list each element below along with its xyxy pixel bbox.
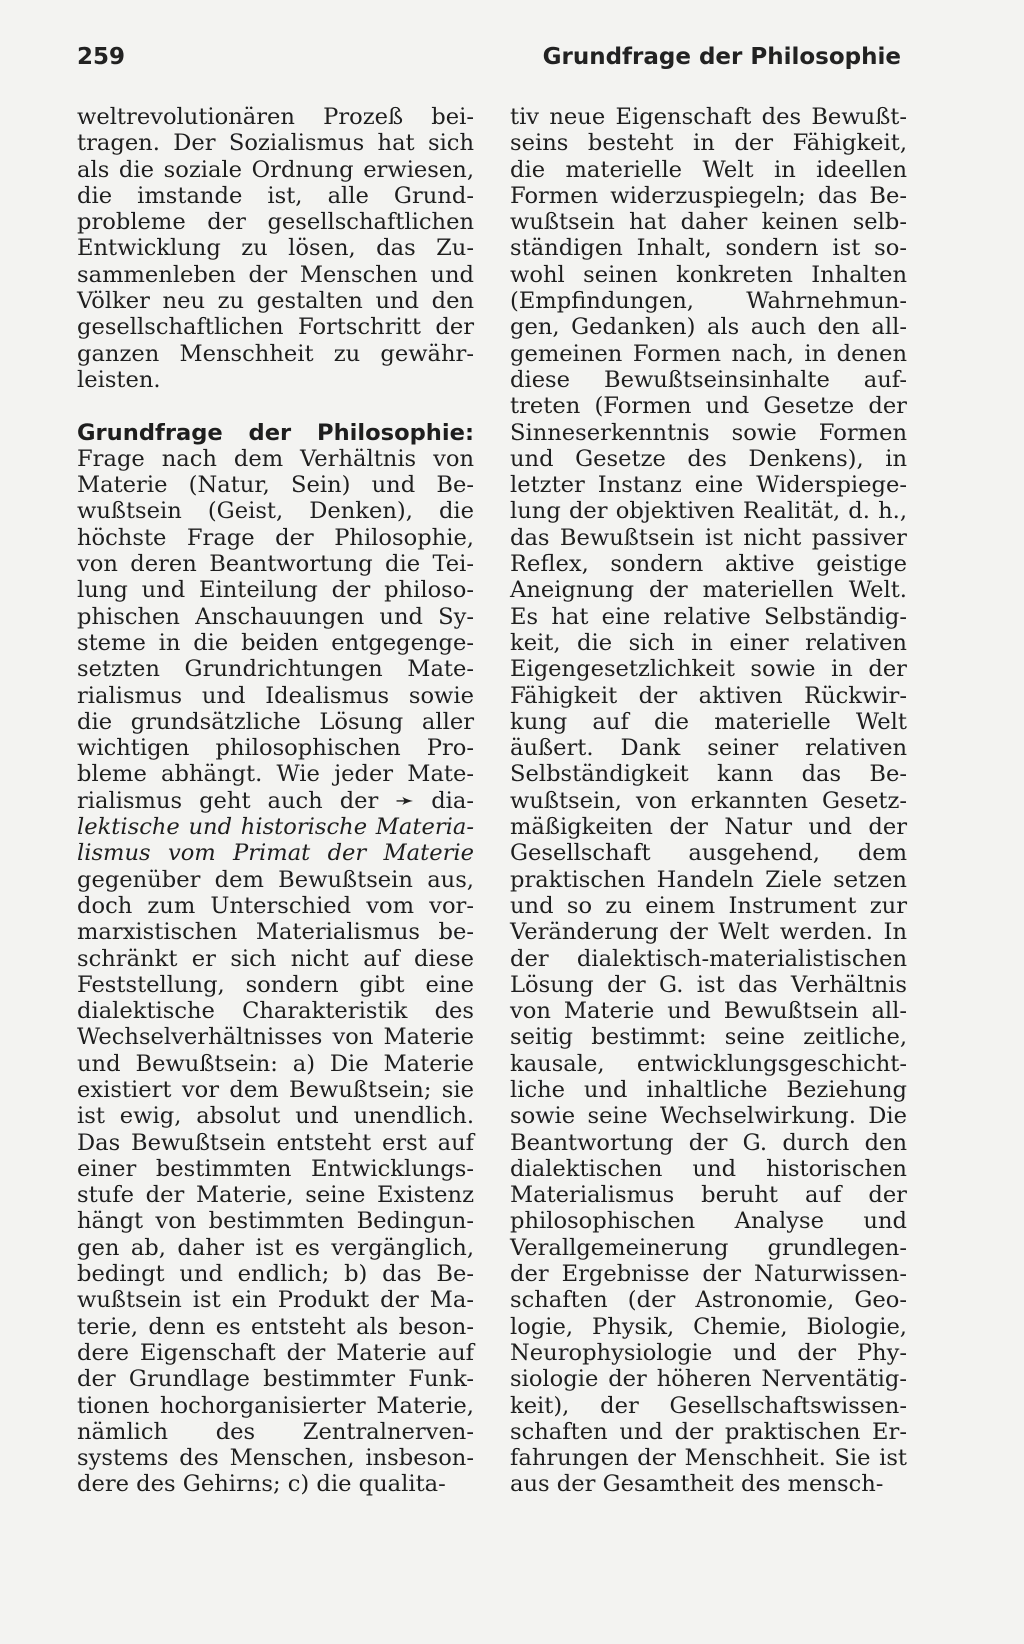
text-line: Veränderung der Welt werden. In	[510, 919, 907, 946]
text-line: dialektische Charakteristik des	[77, 998, 474, 1025]
text-line: phischen Anschauungen und Sy-	[77, 603, 474, 630]
text-line: von Materie und Bewußtsein all-	[510, 998, 907, 1025]
text-line: siologie der höheren Nerventätig-	[510, 1366, 907, 1393]
text-line: Verallgemeinerung grundlegen-	[510, 1234, 907, 1261]
text-line: ständigen Inhalt, sondern ist so-	[510, 235, 907, 262]
text-line: Gesellschaft ausgehend, dem	[510, 840, 907, 867]
text-line: Frage nach dem Verhältnis von	[77, 445, 474, 472]
text-line: Eigengesetzlichkeit sowie in der	[510, 656, 907, 683]
text-line: logie, Physik, Chemie, Biologie,	[510, 1313, 907, 1340]
text-line: steme in die beiden entgegenge-	[77, 629, 474, 656]
text-line: gen ab, daher ist es vergänglich,	[77, 1234, 474, 1261]
text-line: Wechselverhältnisses von Materie	[77, 1024, 474, 1051]
text-line: wichtigen philosophischen Pro-	[77, 735, 474, 762]
text-line: Selbständigkeit kann das Be-	[510, 761, 907, 788]
text-line: Es hat eine relative Selbständig-	[510, 603, 907, 630]
text-line: von deren Beantwortung die Tei-	[77, 551, 474, 578]
page-number: 259	[77, 44, 126, 70]
text-line: doch zum Unterschied vom vor-	[77, 892, 474, 919]
text-line: weltrevolutionären Prozeß bei-	[77, 104, 474, 130]
text-line: und Gesetze des Denkens), in	[510, 445, 907, 472]
text-line: Formen widerzuspiegeln; das Be-	[510, 182, 907, 209]
text-line: nämlich des Zentralnerven-	[77, 1418, 474, 1445]
text-line: letzter Instanz eine Widerspiege-	[510, 472, 907, 499]
text-line: bleme abhängt. Wie jeder Mate-	[77, 761, 474, 788]
text-line: keit), der Gesellschaftswissen-	[510, 1392, 907, 1419]
text-line: der Grundlage bestimmter Funk-	[77, 1366, 474, 1393]
text-line: Völker neu zu gestalten und den	[77, 288, 474, 315]
text-line: kausale, entwicklungsgeschicht-	[510, 1050, 907, 1077]
text-line: existiert vor dem Bewußtsein; sie	[77, 1076, 474, 1103]
text-line: der Ergebnisse der Naturwissen-	[510, 1261, 907, 1288]
text-line: Materie (Natur, Sein) und Be-	[77, 472, 474, 499]
text-line: und Bewußtsein: a) Die Materie	[77, 1050, 474, 1077]
text-line: einer bestimmten Entwicklungs-	[77, 1155, 474, 1182]
text-line: lektische und historische Materia-	[77, 814, 474, 841]
text-line: tiv neue Eigenschaft des Bewußt-	[510, 104, 907, 130]
text-line: Materialismus beruht auf der	[510, 1182, 907, 1209]
paragraph-gap	[77, 393, 474, 419]
text-line: schaften und der praktischen Er-	[510, 1418, 907, 1445]
text-line: der dialektisch-materialistischen	[510, 945, 907, 972]
text-line: wußtsein ist ein Produkt der Ma-	[77, 1287, 474, 1314]
text-line: Feststellung, sondern gibt eine	[77, 971, 474, 998]
text-line: lismus vom Primat der Materie	[77, 840, 474, 867]
text-line: Sinneserkenntnis sowie Formen	[510, 419, 907, 446]
text-line: dialektischen und historischen	[510, 1155, 907, 1182]
text-line: gemeinen Formen nach, in denen	[510, 340, 907, 367]
text-line: lung und Einteilung der philoso-	[77, 577, 474, 604]
text-line: und so zu einem Instrument zur	[510, 892, 907, 919]
text-line: aus der Gesamtheit des mensch-	[510, 1471, 884, 1498]
text-line: die grundsätzliche Lösung aller	[77, 708, 474, 735]
text-line: marxistischen Materialismus be-	[77, 919, 474, 946]
text-line: gen, Gedanken) als auch den all-	[510, 314, 907, 341]
text-line: keit, die sich in einer relativen	[510, 629, 907, 656]
text-line: tionen hochorganisierter Materie,	[77, 1392, 474, 1419]
text-line: rialismus geht auch der ➛ dia-	[77, 787, 474, 814]
text-line: Beantwortung der G. durch den	[510, 1129, 907, 1156]
text-column-right	[510, 104, 907, 1498]
text-line: als die soziale Ordnung erwiesen,	[77, 156, 474, 183]
text-line: Lösung der G. ist das Verhältnis	[510, 971, 907, 998]
text-line: rialismus und Idealismus sowie	[77, 682, 474, 709]
text-line: setzten Grundrichtungen Mate-	[77, 656, 474, 683]
text-line: sowie seine Wechselwirkung. Die	[510, 1103, 907, 1130]
text-line: hängt von bestimmten Bedingun-	[77, 1208, 474, 1235]
text-line: kung auf die materielle Welt	[510, 708, 907, 735]
text-line: gegenüber dem Bewußtsein aus,	[77, 866, 474, 893]
text-line: liche und inhaltliche Beziehung	[510, 1076, 907, 1103]
text-line: seitig bestimmt: seine zeitliche,	[510, 1024, 907, 1051]
text-line: äußert. Dank seiner relativen	[510, 735, 907, 762]
text-line: fahrungen der Menschheit. Sie ist	[510, 1445, 907, 1472]
text-line: praktischen Handeln Ziele setzen	[510, 866, 907, 893]
text-column-left	[77, 104, 474, 1498]
text-line: systems des Menschen, insbeson-	[77, 1445, 474, 1472]
text-line: Reflex, sondern aktive geistige	[510, 551, 907, 578]
text-line: probleme der gesellschaftlichen	[77, 209, 474, 236]
text-line: schränkt er sich nicht auf diese	[77, 945, 474, 972]
text-line: Entwicklung zu lösen, das Zu-	[77, 235, 474, 262]
text-line: seins besteht in der Fähigkeit,	[510, 130, 907, 157]
text-line: Aneignung der materiellen Welt.	[510, 577, 907, 604]
running-head: Grundfrage der Philosophie	[542, 44, 901, 70]
text-line: (Empfindungen, Wahrnehmun-	[510, 288, 907, 315]
text-line: dere des Gehirns; c) die qualita-	[77, 1471, 446, 1498]
text-line: lung der objektiven Realität, d. h.,	[510, 498, 907, 525]
text-line: ganzen Menschheit zu gewähr-	[77, 340, 474, 367]
text-line: ist ewig, absolut und unendlich.	[77, 1103, 474, 1130]
text-line: mäßigkeiten der Natur und der	[510, 814, 907, 841]
text-line: die materielle Welt in ideellen	[510, 156, 907, 183]
text-line: Das Bewußtsein entsteht erst auf	[77, 1129, 474, 1156]
text-line: stufe der Materie, seine Existenz	[77, 1182, 474, 1209]
text-line: Fähigkeit der aktiven Rückwir-	[510, 682, 907, 709]
text-line: wußtsein (Geist, Denken), die	[77, 498, 474, 525]
text-line: tragen. Der Sozialismus hat sich	[77, 130, 474, 157]
text-line: leisten.	[77, 366, 161, 393]
text-line: das Bewußtsein ist nicht passiver	[510, 524, 907, 551]
text-line: höchste Frage der Philosophie,	[77, 524, 474, 551]
text-line: wohl seinen konkreten Inhalten	[510, 261, 907, 288]
text-line: schaften (der Astronomie, Geo-	[510, 1287, 907, 1314]
text-line: dere Eigenschaft der Materie auf	[77, 1339, 474, 1366]
text-line: wußtsein hat daher keinen selb-	[510, 209, 907, 236]
text-line: bedingt und endlich; b) das Be-	[77, 1261, 474, 1288]
text-line: diese Bewußtseinsinhalte auf-	[510, 366, 907, 393]
text-line: Grundfrage der Philosophie:	[77, 419, 474, 446]
text-line: die imstande ist, alle Grund-	[77, 182, 474, 209]
text-line: philosophischen Analyse und	[510, 1208, 907, 1235]
text-line: gesellschaftlichen Fortschritt der	[77, 314, 474, 341]
text-line: Neurophysiologie und der Phy-	[510, 1339, 907, 1366]
text-line: treten (Formen und Gesetze der	[510, 393, 907, 420]
text-line: terie, denn es entsteht als beson-	[77, 1313, 474, 1340]
text-line: wußtsein, von erkannten Gesetz-	[510, 787, 907, 814]
text-line: sammenleben der Menschen und	[77, 261, 474, 288]
